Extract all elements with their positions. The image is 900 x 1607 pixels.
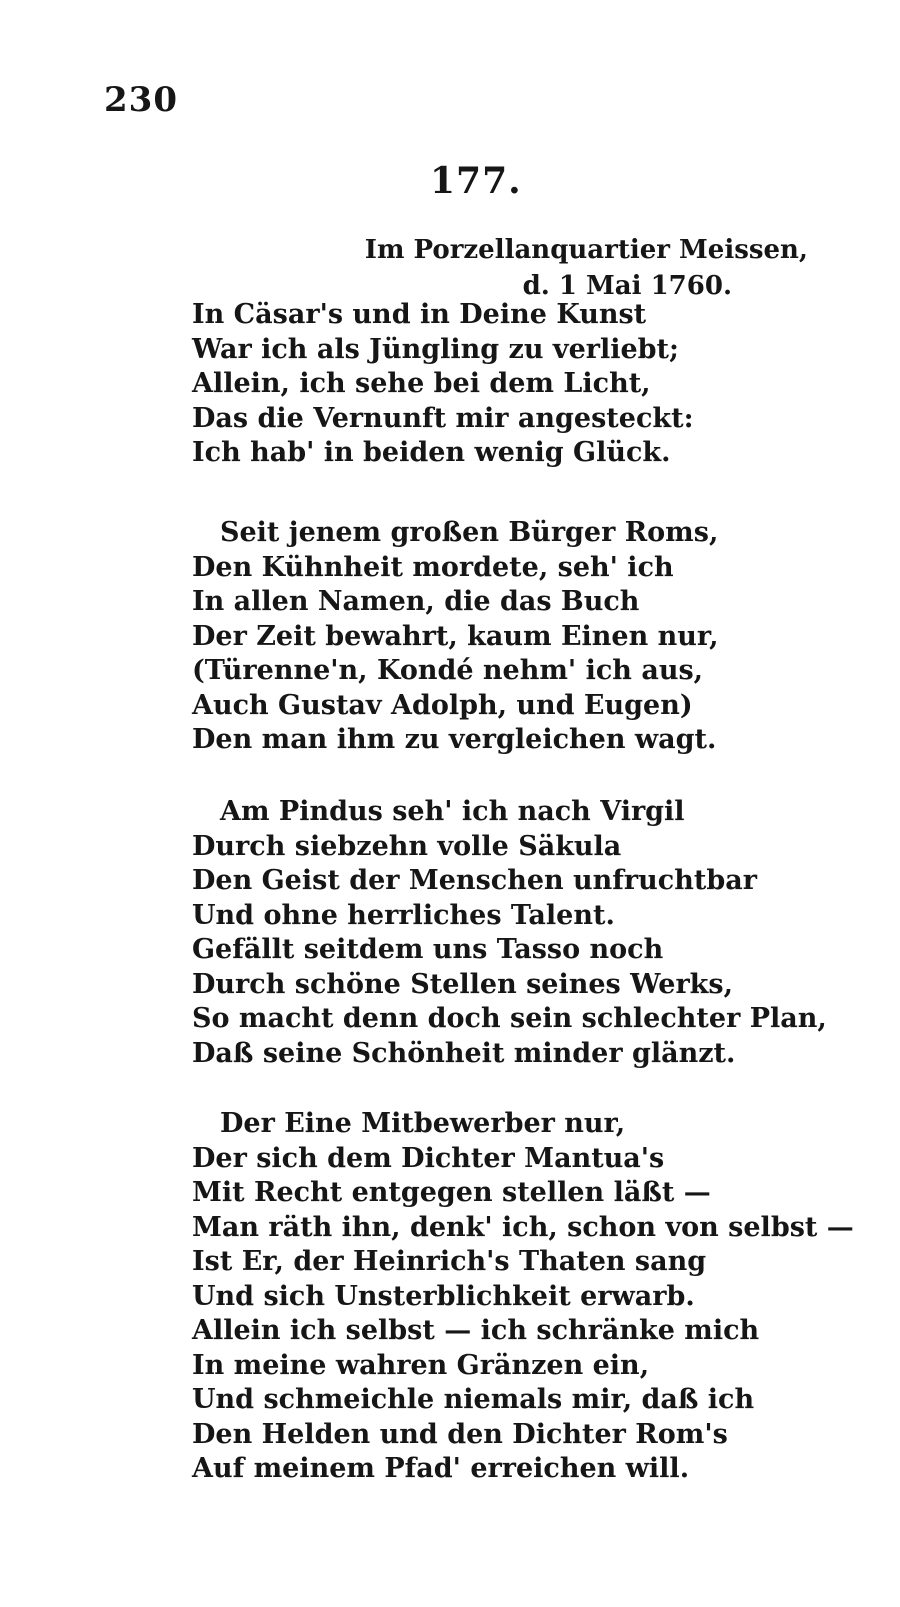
poem-line: Den Kühnheit mordete, seh' ich [192, 551, 674, 583]
stanza-4 [192, 1107, 854, 1487]
poem-line: Den Geist der Menschen unfruchtbar [192, 865, 757, 896]
poem-line: Daß seine Schönheit minder glänzt. [192, 1037, 736, 1069]
poem-line: Durch siebzehn volle Säkula [192, 830, 622, 862]
poem-line: Und ohne herrliches Talent. [192, 899, 615, 931]
poem-line: Ist Er, der Heinrich's Thaten sang [192, 1246, 707, 1277]
poem-line: In Cäsar's und in Deine Kunst [192, 299, 647, 330]
poem-line: Ich hab' in beiden wenig Glück. [192, 437, 671, 468]
poem-line: Man räth ihn, denk' ich, schon von selbst — [192, 1211, 854, 1243]
stanza-1 [192, 298, 812, 471]
poem-number: 177. [430, 160, 522, 202]
page-number: 230 [104, 80, 178, 120]
poem-line: Der sich dem Dichter Mantua's [192, 1142, 665, 1174]
poem-line: Seit jenem großen Bürger Roms, [220, 517, 719, 548]
heading-date: d. 1 Mai 1760. [522, 271, 732, 301]
poem-line: Durch schöne Stellen seines Werks, [192, 968, 733, 1000]
poem-line: Den Helden und den Dichter Rom's [192, 1418, 728, 1450]
poem-line: In allen Namen, die das Buch [192, 586, 640, 617]
poem-line: Der Eine Mitbewerber nur, [220, 1108, 626, 1139]
poem-line: Mit Recht entgegen stellen läßt — [192, 1177, 711, 1208]
heading-place: Im Porzellanquartier Meissen, [364, 235, 808, 265]
poem-line: Auch Gustav Adolph, und Eugen) [192, 689, 693, 721]
poem-line: Und sich Unsterblichkeit erwarb. [192, 1280, 695, 1312]
poem-line: (Türenne'n, Kondé nehm' ich aus, [192, 655, 704, 686]
stanza-3 [192, 795, 827, 1071]
poem-line: So macht denn doch sein schlechter Plan, [192, 1003, 827, 1034]
poem-line: In meine wahren Gränzen ein, [192, 1349, 650, 1381]
stanza-2 [192, 516, 812, 758]
poem-line: Allein ich selbst — ich schränke mich [192, 1315, 760, 1346]
poem-heading [365, 232, 808, 304]
poem-line: Der Zeit bewahrt, kaum Einen nur, [192, 620, 719, 652]
poem-line: Allein, ich sehe bei dem Licht, [192, 368, 651, 399]
poem-line: Auf meinem Pfad' erreichen will. [192, 1453, 690, 1484]
poem-line: Gefällt seitdem uns Tasso noch [192, 934, 664, 965]
poem-line: Und schmeichle niemals mir, daß ich [192, 1384, 755, 1415]
poem-line: Am Pindus seh' ich nach Virgil [220, 796, 685, 827]
poem-line: War ich als Jüngling zu verliebt; [192, 333, 679, 365]
poem-line: Das die Vernunft mir angesteckt: [192, 402, 694, 434]
poem-line: Den man ihm zu vergleichen wagt. [192, 724, 717, 755]
